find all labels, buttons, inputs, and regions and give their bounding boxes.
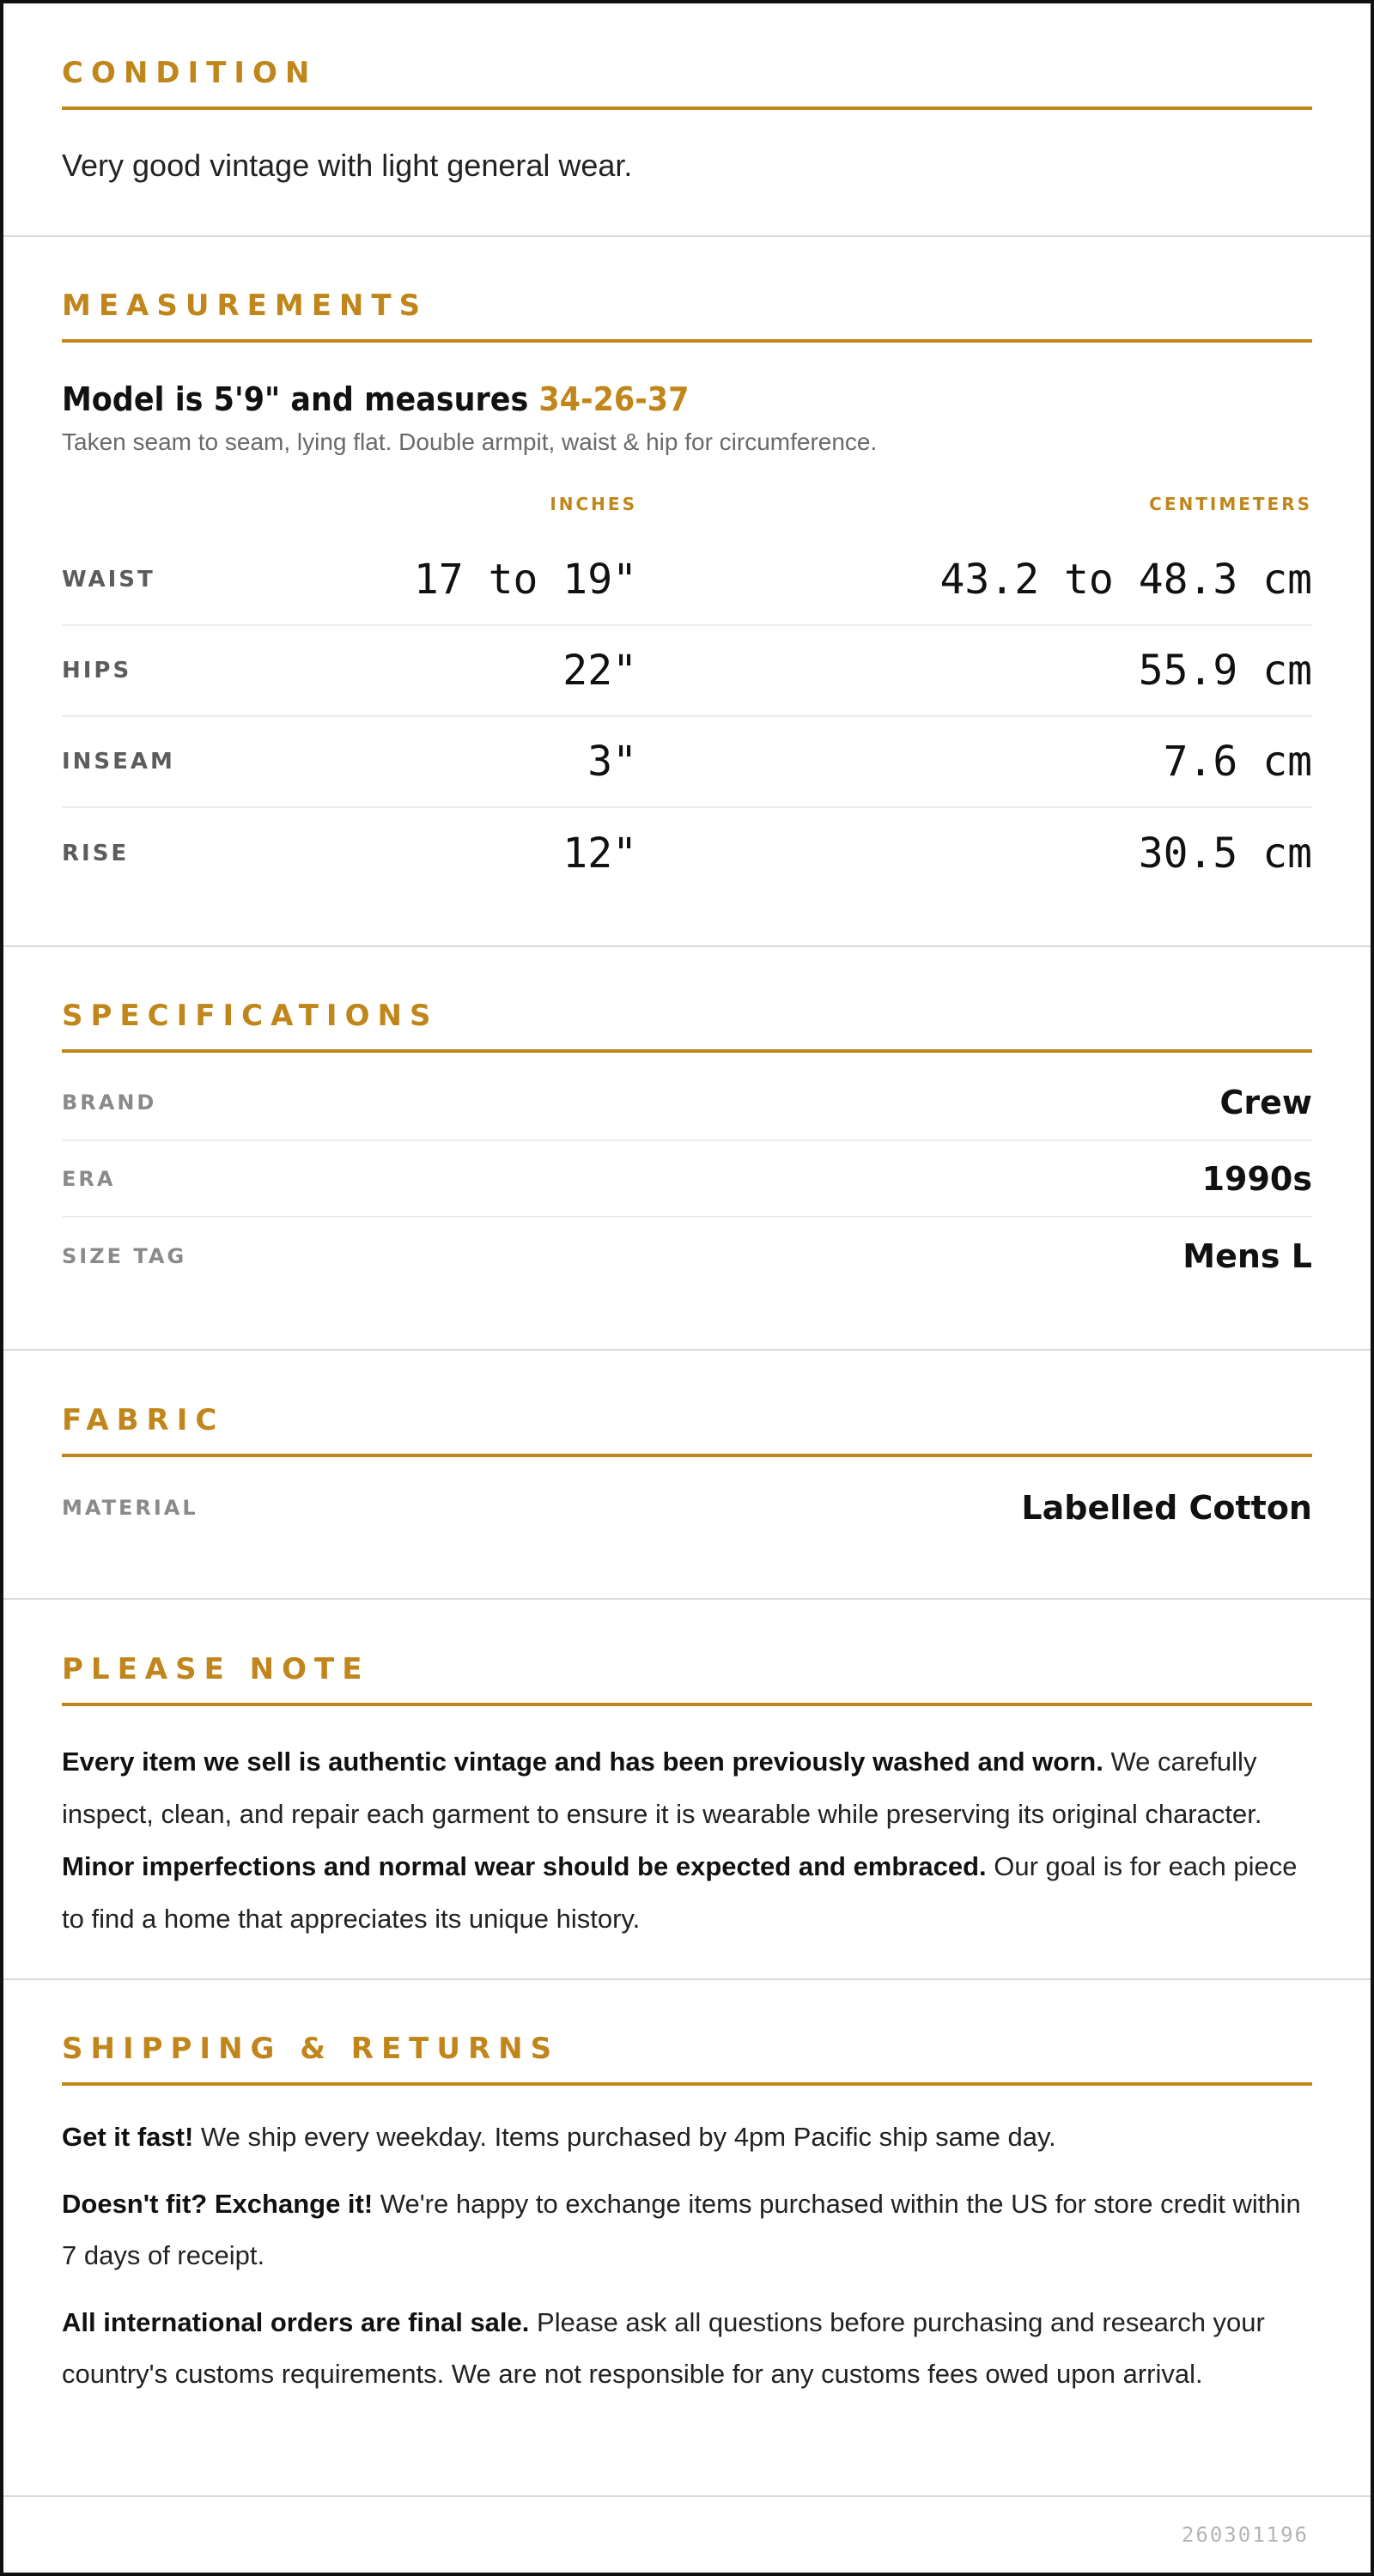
spec-value: Mens L bbox=[1182, 1236, 1312, 1275]
spec-label: SIZE TAG bbox=[62, 1243, 187, 1268]
measurement-inches: 17 to 19" bbox=[413, 556, 637, 604]
inches-header: INCHES bbox=[550, 494, 637, 514]
fabric-section bbox=[3, 1351, 1371, 1600]
condition-title: CONDITION bbox=[62, 56, 318, 90]
model-stats: 34-26-37 bbox=[538, 380, 690, 418]
note-text-2: Our goal is for each piece to find a home that appreciates its unique history. bbox=[62, 1851, 1298, 1934]
measurements-table bbox=[62, 535, 1312, 899]
measurement-cm: 7.6 cm bbox=[1163, 738, 1312, 786]
shipping-header bbox=[62, 2034, 1312, 2086]
measurements-header bbox=[62, 291, 1312, 343]
note-bold-2: Minor imperfections and normal wear should be expected and embraced. bbox=[62, 1851, 987, 1881]
measurement-label: RISE bbox=[62, 841, 130, 866]
measurement-cm: 43.2 to 48.3 cm bbox=[939, 556, 1312, 604]
note-text-1: We carefully inspect, clean, and repair each garment to ensure it is wearable while preserving its original character. bbox=[62, 1747, 1262, 1829]
shipping-paragraph-bold: Doesn't fit? Exchange it! bbox=[62, 2189, 374, 2219]
spec-value: Crew bbox=[1219, 1083, 1312, 1121]
spec-value: Labelled Cotton bbox=[1021, 1488, 1312, 1527]
condition-text: Very good vintage with light general wear. bbox=[62, 148, 633, 183]
fabric-list bbox=[62, 1469, 1312, 1546]
shipping-paragraph bbox=[62, 2297, 1312, 2400]
spec-label: ERA bbox=[62, 1166, 116, 1191]
spec-row-era bbox=[62, 1141, 1312, 1218]
measurement-row-hips bbox=[62, 626, 1312, 717]
measurement-label: HIPS bbox=[62, 658, 132, 683]
measurement-label: INSEAM bbox=[62, 749, 175, 775]
shipping-paragraph-text: We ship every weekday. Items purchased by 4pm Pacific ship same day. bbox=[193, 2122, 1056, 2152]
measurement-cm: 55.9 cm bbox=[1138, 647, 1312, 695]
condition-header bbox=[62, 58, 1312, 110]
shipping-paragraph bbox=[62, 2111, 1312, 2163]
spec-label: MATERIAL bbox=[62, 1495, 198, 1520]
spec-row-size-tag bbox=[62, 1218, 1312, 1294]
centimeters-header: CENTIMETERS bbox=[1149, 494, 1312, 514]
spec-row-material bbox=[62, 1469, 1312, 1546]
measurement-inches: 12" bbox=[562, 829, 637, 878]
shipping-paragraph-text: We're happy to exchange items purchased within the US for store credit within 7 days of receipt. bbox=[62, 2189, 1301, 2270]
measurements-section bbox=[3, 237, 1371, 947]
model-measurements-line bbox=[62, 380, 1213, 418]
shipping-paragraph bbox=[62, 2178, 1312, 2281]
measurement-inches: 22" bbox=[562, 647, 637, 695]
spec-row-brand bbox=[62, 1065, 1312, 1141]
specifications-list bbox=[62, 1065, 1312, 1294]
note-title: PLEASE NOTE bbox=[62, 1652, 370, 1686]
footer bbox=[3, 2497, 1371, 2574]
unit-header-spacer bbox=[62, 494, 307, 516]
shipping-paragraphs bbox=[62, 2111, 1312, 2400]
measurement-note: Taken seam to seam, lying flat. Double armpit, waist & hip for circumference. bbox=[62, 428, 878, 455]
note-section bbox=[3, 1600, 1371, 1980]
measurement-row-waist bbox=[62, 535, 1312, 626]
spec-label: BRAND bbox=[62, 1090, 157, 1115]
measurement-label: WAIST bbox=[62, 567, 155, 592]
item-id: 260301196 bbox=[1181, 2523, 1309, 2547]
specifications-header bbox=[62, 1001, 1312, 1053]
shipping-section bbox=[3, 1980, 1371, 2497]
fabric-header bbox=[62, 1403, 1312, 1457]
measurements-title: MEASUREMENTS bbox=[62, 289, 429, 323]
note-bold-1: Every item we sell is authentic vintage and has been previously washed and worn. bbox=[62, 1747, 1103, 1777]
shipping-paragraph-bold: Get it fast! bbox=[62, 2122, 194, 2152]
measurement-cm: 30.5 cm bbox=[1138, 829, 1312, 878]
note-header bbox=[62, 1652, 1312, 1706]
measurement-inches: 3" bbox=[587, 738, 637, 786]
model-prefix: Model is 5'9" and measures bbox=[62, 380, 539, 418]
unit-header-row bbox=[62, 494, 1312, 516]
measurement-row-rise bbox=[62, 808, 1312, 899]
shipping-paragraph-text: Please ask all questions before purchasing and research your country's customs requirements. We are not responsible for any customs fees owed upon arrival. bbox=[62, 2307, 1265, 2389]
measurement-row-inseam bbox=[62, 717, 1312, 808]
note-text bbox=[62, 1735, 1312, 1945]
condition-section bbox=[3, 3, 1371, 237]
fabric-title: FABRIC bbox=[62, 1403, 225, 1437]
specifications-title: SPECIFICATIONS bbox=[62, 999, 439, 1033]
shipping-paragraph-bold: All international orders are final sale. bbox=[62, 2307, 530, 2337]
spec-value: 1990s bbox=[1201, 1159, 1312, 1198]
shipping-title: SHIPPING & RETURNS bbox=[62, 2032, 560, 2066]
specifications-section bbox=[3, 947, 1371, 1351]
